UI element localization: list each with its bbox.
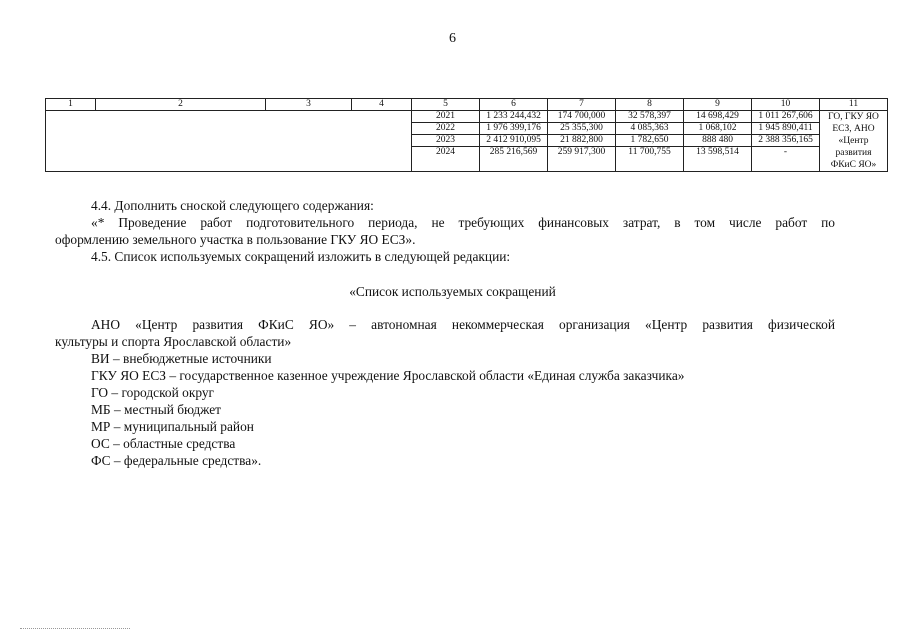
col-header: 11: [820, 99, 888, 111]
col-header: 3: [266, 99, 352, 111]
abbrev-ano-line-1: АНО «Центр развития ФКиС ЯО» – автономная некоммерческая организация «Центр развития физической: [91, 317, 835, 332]
table-cell: 285 216,569: [480, 147, 548, 172]
table-cell: 21 882,800: [548, 135, 616, 147]
page-number: 6: [449, 31, 456, 46]
col-header: 5: [412, 99, 480, 111]
col-header: 2: [96, 99, 266, 111]
col-header: 4: [352, 99, 412, 111]
abbrev-gku: ГКУ ЯО ЕСЗ – государственное казенное учреждение Ярославской области «Единая служба заказчика»: [91, 368, 685, 383]
col-header: 9: [684, 99, 752, 111]
table-cell: 2021: [412, 111, 480, 123]
table-cell: 2022: [412, 123, 480, 135]
col-header: 6: [480, 99, 548, 111]
table-cell: 14 698,429: [684, 111, 752, 123]
table-header-row: [46, 99, 888, 111]
abbrev-go: ГО – городской округ: [91, 385, 215, 400]
table-cell: 1 233 244,432: [480, 111, 548, 123]
empty-merged-cell: [46, 111, 412, 172]
footer-rule: [20, 628, 130, 629]
table-cell: 13 598,514: [684, 147, 752, 172]
col-header: 1: [46, 99, 96, 111]
table-cell: 25 355,300: [548, 123, 616, 135]
table-cell: 4 085,363: [616, 123, 684, 135]
col-header: 10: [752, 99, 820, 111]
table-cell: 1 068,102: [684, 123, 752, 135]
col-header: 7: [548, 99, 616, 111]
footnote-quote-line-2: оформлению земельного участка в пользование ГКУ ЯО ЕСЗ».: [55, 232, 416, 247]
table-cell: 11 700,755: [616, 147, 684, 172]
footnote-quote-line-1: «* Проведение работ подготовительного периода, не требующих финансовых затрат, в том числе работ по: [91, 215, 835, 230]
budget-table: [45, 98, 888, 172]
table-cell: 1 976 399,176: [480, 123, 548, 135]
abbreviations-title: «Список используемых сокращений: [349, 284, 556, 299]
abbrev-fs: ФС – федеральные средства».: [91, 453, 262, 468]
table-cell: 888 480: [684, 135, 752, 147]
abbrev-vi: ВИ – внебюджетные источники: [91, 351, 272, 366]
table-cell: 1 945 890,411: [752, 123, 820, 135]
abbrev-ano-line-2: культуры и спорта Ярославской области»: [55, 334, 292, 349]
table-cell: 2023: [412, 135, 480, 147]
table-cell: 2 388 356,165: [752, 135, 820, 147]
paragraph-4-5: 4.5. Список используемых сокращений изложить в следующей редакции:: [91, 249, 511, 264]
table-cell: 1 782,650: [616, 135, 684, 147]
abbrev-mr: МР – муниципальный район: [91, 419, 254, 434]
executor-cell: ГО, ГКУ ЯО ЕСЗ, АНО «Центр развития ФКиС ЯО»: [820, 111, 888, 172]
paragraph-4-4: 4.4. Дополнить сноской следующего содержания:: [91, 198, 374, 213]
table-cell: 2024: [412, 147, 480, 172]
table-cell: 259 917,300: [548, 147, 616, 172]
table-cell: 2 412 910,095: [480, 135, 548, 147]
abbrev-os: ОС – областные средства: [91, 436, 236, 451]
abbrev-mb: МБ – местный бюджет: [91, 402, 222, 417]
table-cell: 32 578,397: [616, 111, 684, 123]
table-row: [46, 111, 888, 123]
table-cell: -: [752, 147, 820, 172]
table-cell: 1 011 267,606: [752, 111, 820, 123]
table-cell: 174 700,000: [548, 111, 616, 123]
col-header: 8: [616, 99, 684, 111]
